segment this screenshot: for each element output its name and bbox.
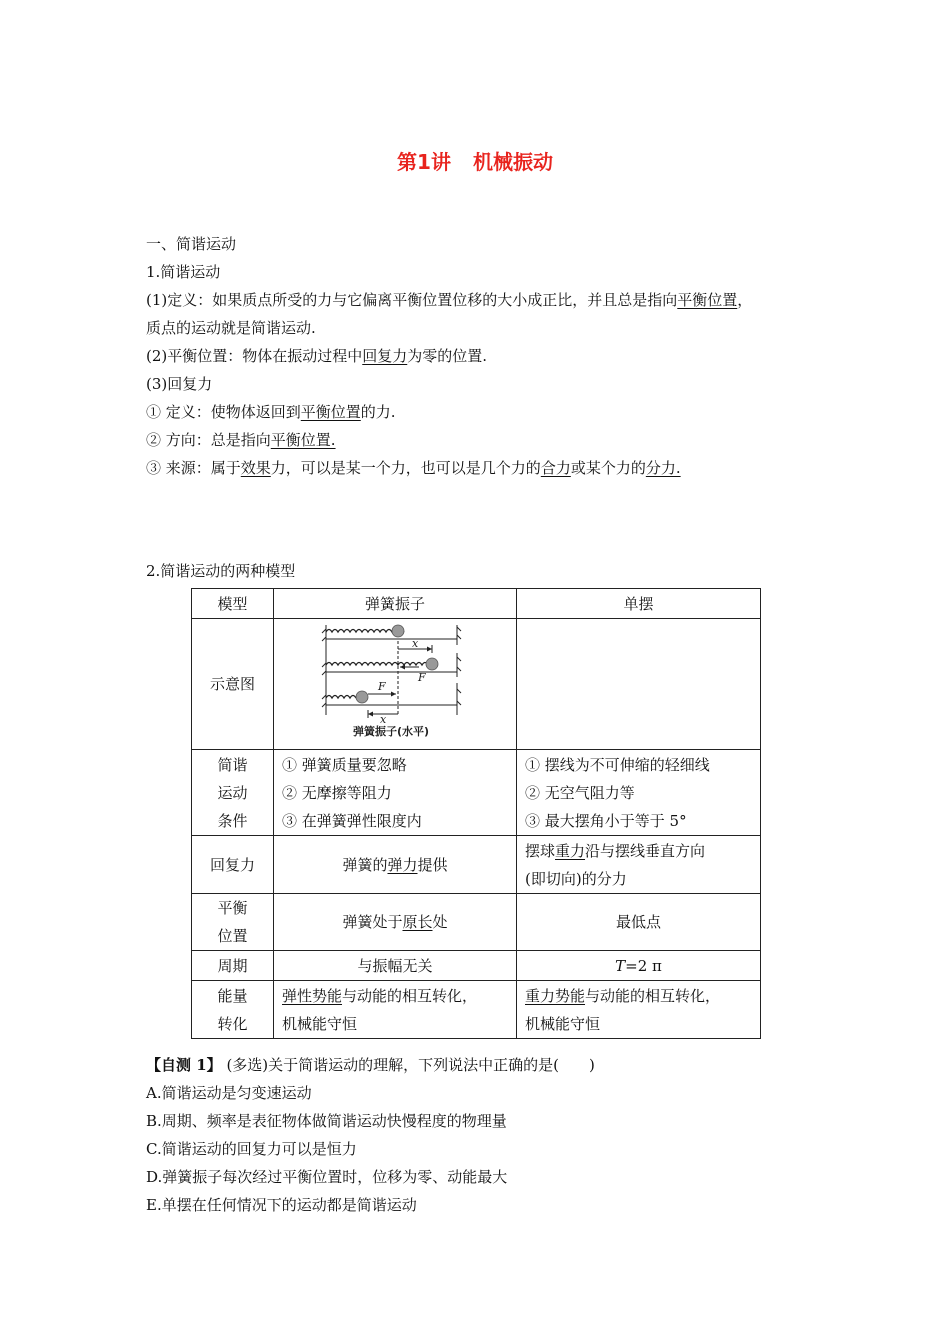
- subsection-heading: 2.简谐运动的两种模型: [146, 562, 296, 580]
- oscillator-ball: [426, 658, 438, 670]
- quiz-option-e[interactable]: E.单摆在任何情况下的运动都是简谐运动: [146, 1196, 417, 1214]
- oscillator-ball: [356, 691, 368, 703]
- spring: [326, 696, 356, 699]
- quiz-option-a[interactable]: A.简谐运动是匀变速运动: [146, 1084, 312, 1102]
- label-x: x: [412, 637, 419, 650]
- table-cell: 回复力: [192, 836, 274, 894]
- table-header: 弹簧振子: [274, 589, 517, 619]
- arrow-head: [368, 712, 373, 717]
- table-cell: 平衡 位置: [192, 894, 274, 951]
- models-table: [191, 588, 761, 1039]
- table-row: [192, 951, 761, 981]
- restoring-force-item: ③ 来源：属于效果力，可以是某一个力，也可以是几个力的合力或某个力的分力.: [146, 459, 681, 477]
- definition-line: (1)定义：如果质点所受的力与它偏离平衡位置位移的大小成正比，并且总是指向平衡位置，: [146, 291, 753, 309]
- spring: [326, 663, 434, 666]
- definition-line-2: 质点的运动就是简谐运动.: [146, 319, 316, 337]
- table-cell: 示意图: [192, 619, 274, 750]
- page-title: 第1讲 机械振动: [397, 150, 553, 174]
- diagram-caption: 弹簧振子(水平): [352, 725, 430, 738]
- subsection-heading: 1.简谐运动: [146, 263, 221, 281]
- quiz-option-b[interactable]: B.周期、频率是表征物体做简谐运动快慢程度的物理量: [146, 1112, 507, 1130]
- section-heading: 一、简谐运动: [146, 235, 237, 253]
- table-header: 模型: [192, 589, 274, 619]
- quiz-question: 【自测 1】 (多选)关于简谐运动的理解，下列说法中正确的是( ): [146, 1056, 595, 1074]
- table-row: [192, 981, 761, 1039]
- table-cell: 弹性势能与动能的相互转化， 机械能守恒: [274, 981, 517, 1039]
- label-f: F: [378, 680, 386, 693]
- right-wall-hatch: [457, 627, 461, 705]
- table-row: [192, 836, 761, 894]
- table-cell: 简谐 运动 条件: [192, 750, 274, 836]
- table-cell: ① 弹簧质量要忽略 ② 无摩擦等阻力 ③ 在弹簧弹性限度内: [274, 750, 517, 836]
- arrow-head: [391, 692, 396, 697]
- restoring-force-heading: (3)回复力: [146, 375, 213, 393]
- label-x: x: [380, 713, 387, 726]
- table-header: 单摆: [517, 589, 761, 619]
- arrow-head: [427, 647, 432, 652]
- table-row: [192, 894, 761, 951]
- table-cell: 能量 转化: [192, 981, 274, 1039]
- table-row: [192, 750, 761, 836]
- table-row: [192, 619, 761, 750]
- table-cell: 摆球重力沿与摆线垂直方向 (即切向)的分力: [517, 836, 761, 894]
- table-cell: 重力势能与动能的相互转化， 机械能守恒: [517, 981, 761, 1039]
- quiz-option-d[interactable]: D.弹簧振子每次经过平衡位置时，位移为零、动能最大: [146, 1168, 508, 1186]
- table-cell: T=2 π: [517, 951, 761, 981]
- restoring-force-item: ① 定义：使物体返回到平衡位置的力.: [146, 403, 396, 421]
- table-cell: 最低点: [517, 894, 761, 951]
- equilibrium-line: (2)平衡位置：物体在振动过程中回复力为零的位置.: [146, 347, 488, 365]
- restoring-force-item: ② 方向：总是指向平衡位置.: [146, 431, 336, 449]
- spring-diagram-cell: [274, 619, 517, 750]
- oscillator-ball: [392, 625, 404, 637]
- pendulum-diagram-cell: [517, 619, 761, 750]
- spring-oscillator-diagram: [274, 619, 517, 740]
- arrow-head: [400, 665, 405, 670]
- table-cell: 弹簧处于原长处: [274, 894, 517, 951]
- left-wall-hatch: [322, 629, 326, 707]
- table-cell: 与振幅无关: [274, 951, 517, 981]
- label-f: F: [418, 671, 426, 684]
- table-cell: ① 摆线为不可伸缩的轻细线 ② 无空气阻力等 ③ 最大摆角小于等于 5°: [517, 750, 761, 836]
- table-cell: 弹簧的弹力提供: [274, 836, 517, 894]
- table-row: [192, 589, 761, 619]
- table-cell: 周期: [192, 951, 274, 981]
- quiz-option-c[interactable]: C.简谐运动的回复力可以是恒力: [146, 1140, 357, 1158]
